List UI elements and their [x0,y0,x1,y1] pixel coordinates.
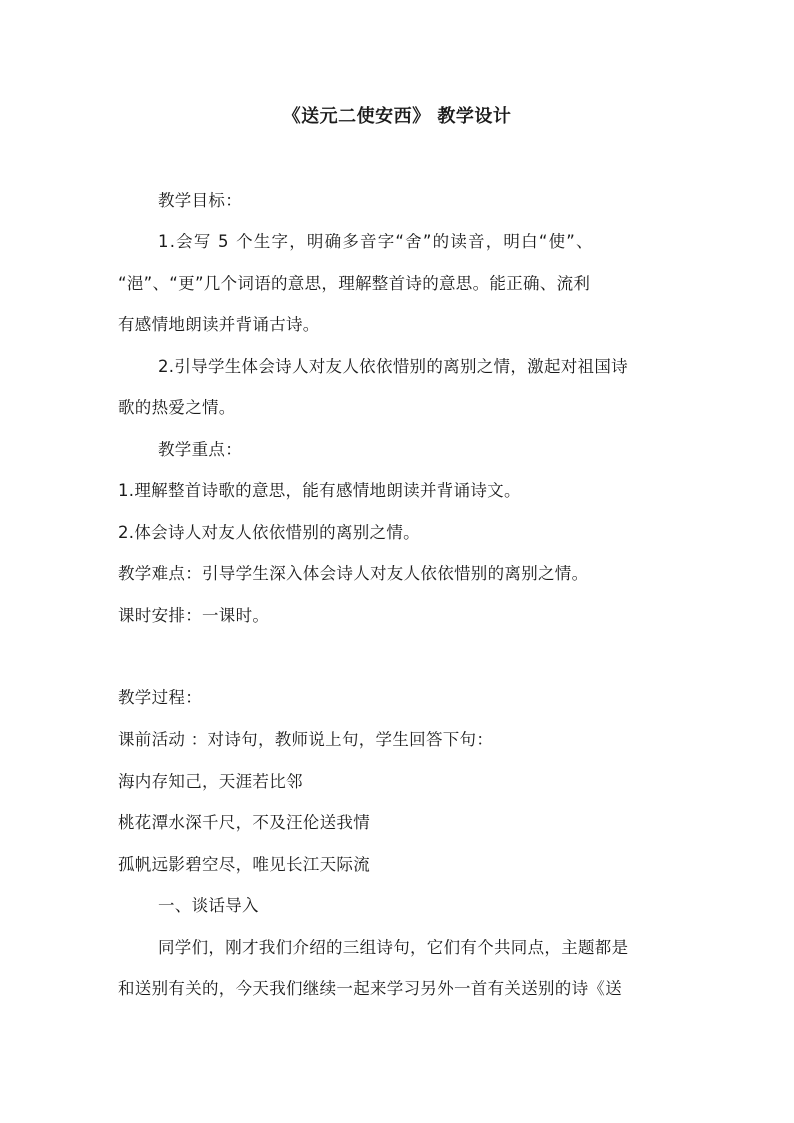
key-point-2: 2.体会诗人对友人依依惜别的离别之情。 [118,523,420,542]
objectives-heading: 教学目标： [158,191,242,210]
objective-1-line-3: 有感情地朗读并背诵古诗。 [118,315,320,334]
document-title: 《送元二使安西》 教学设计 [282,106,512,127]
objective-1-line-2: “浥”、“更”几个词语的意思，理解整首诗的意思。能正确、流利 [118,274,591,293]
class-schedule: 课时安排：一课时。 [118,606,270,625]
objective-2-line-1: 2.引导学生体会诗人对友人依依惜别的离别之情，激起对祖国诗 [158,357,628,376]
poem-line-1: 海内存知己，天涯若比邻 [118,772,303,791]
section-1-paragraph-line-2: 和送别有关的，今天我们继续一起来学习另外一首有关送别的诗《送 [118,979,622,998]
process-heading: 教学过程： [118,688,202,707]
key-point-1: 1.理解整首诗歌的意思，能有感情地朗读并背诵诗文。 [118,481,521,500]
section-1-heading: 一、谈话导入 [158,896,259,915]
objective-1-line-1: 1.会写 5 个生字，明确多音字“舍”的读音，明白“使”、 [158,232,594,251]
section-1-paragraph-line-1: 同学们，刚才我们介绍的三组诗句，它们有个共同点，主题都是 [158,938,629,957]
key-points-heading: 教学重点： [158,440,242,459]
pre-class-activity: 课前活动 ：对诗句，教师说上句，学生回答下句： [118,730,494,749]
poem-line-2: 桃花潭水深千尺，不及汪伦送我情 [118,813,370,832]
poem-line-3: 孤帆远影碧空尽，唯见长江天际流 [118,855,370,874]
teaching-difficulty: 教学难点：引导学生深入体会诗人对友人依依惜别的离别之情。 [118,564,589,583]
objective-2-line-2: 歌的热爱之情。 [118,398,236,417]
